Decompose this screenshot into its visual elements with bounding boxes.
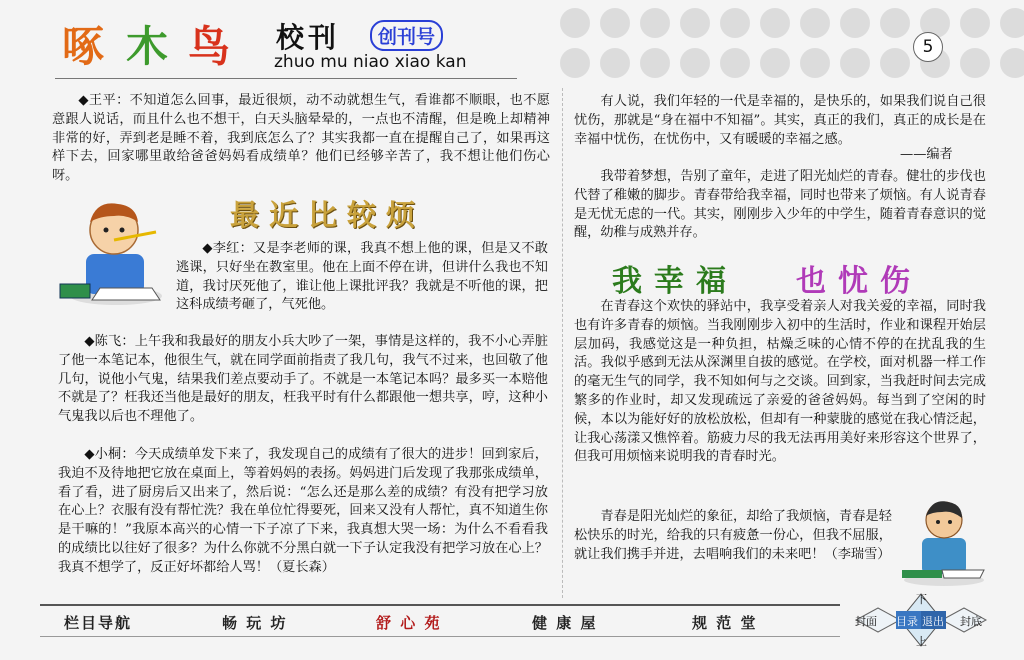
background-dot [1000,48,1024,78]
right-paragraph-3: 青春是阳光灿烂的象征，却给了我烦恼，青春是轻松快乐的时光，给我的只有疲惫一份心，但我不屈服，就让我们携手并进，去唱响我们的未来吧！（李瑞雪） [574,509,892,562]
column-divider [562,88,563,598]
background-dot [640,48,670,78]
nav-item-shuxinyuan[interactable]: 舒 心 苑 [376,614,442,632]
background-dot [880,8,910,38]
nav-column-navigation: 栏目导航 [64,614,133,632]
logo-char-2: 木 [126,22,169,71]
background-dot [840,8,870,38]
pinyin-subtitle: zhuo mu niao xiao kan [274,52,467,72]
bottom-rule-top [40,604,840,606]
logo-char-1: 啄 [62,22,105,71]
background-dot [960,8,990,38]
nav-item-jiankangwu[interactable]: 健 康 屋 [532,614,598,632]
toc-button[interactable]: 目录 [896,615,918,628]
publication-type: 校刊 [276,21,341,54]
right-paragraph-1: 我带着梦想，告别了童年，走进了阳光灿烂的青春。健壮的步伐也代替了稚嫩的脚步。青春带给我幸福，同时也带来了烦恼。有人说青春是无忧无虑的一代。其实，刚刚步入少年的中学生，随着青春意识的觉醒，幼稚与成熟并存。 [574,169,986,241]
back-cover-button[interactable]: 封底 [960,615,982,628]
background-dot [680,8,710,38]
page-number: 5 [913,32,943,62]
lihong-paragraph: ◆李红：又是李老师的课，我真不想上他的课，但是又不敢逃课，只好坐在教室里。他在上面不停在讲，但讲什么我也不知道，我讨厌死他了，谁让他上课批评我？我就是不听他的课，把这科成绩考砸了，气死他。 [176,241,548,313]
background-dot [560,48,590,78]
background-dot [640,8,670,38]
chenfei-paragraph: ◆陈飞：上午我和我最好的朋友小兵大吵了一架，事情是这样的，我不小心弄脏了他一本笔记本，他很生气，就在同学面前指责了我几句，我气不过来，也回敬了他几句，说他小气鬼，结果我们差点要动手了。不就是一本笔记本吗？最多买一本赔他不就是了？枉我还当他是最好的朋友，枉我平时有什么都跟他一想共享，哼，这种小气鬼我以后也不理他了。 [58,334,548,425]
background-dot [600,48,630,78]
next-page-button[interactable]: 下 [916,593,927,606]
wangping-paragraph: ◆王平：不知道怎么回事，最近很烦，动不动就想生气，看谁都不顺眼，也不愿意跟人说话，而且什么也不想干，白天头脑晕晕的，一点也不清醒，但是晚上却精神非常的好，弄到老是睡不着，我到底怎么了？其实我都一直在提醒自己了，如果再这样下去，回家哪里敢给爸爸妈妈看成绩单？他们已经够辛苦了，我不想让他们伤心呀。 [52,93,550,184]
first-issue-badge: 创刊号 [370,20,443,51]
background-dot [720,48,750,78]
background-dot [760,48,790,78]
background-dot [800,8,830,38]
nav-item-changwanfang[interactable]: 畅 玩 坊 [222,614,288,632]
background-dot [800,48,830,78]
background-dot [880,48,910,78]
xiaotong-paragraph: ◆小桐：今天成绩单发下来了，我发现自己的成绩有了很大的进步！回到家后，我迫不及待地把它放在桌面上，等着妈妈的表扬。妈妈进门后发现了我那张成绩单，看了看，进了厨房后又出来了，然后说：“怎么还是那么差的成绩？有没有把学习放在心上？衣服有没有帮忙洗？我在单位忙得要死，回来又没有人帮忙，真不知道生你是干嘛的！”我原本高兴的心情一下子凉了下来，我真想大哭一场：为什么不看看我的成绩比以往好了很多？为什么你就不分黑白就一下子认定我没有把学习放在心上？我真不想学了，反正好坏都给人骂！（夏长森） [58,447,548,575]
background-dot [1000,8,1024,38]
thinking-student-illustration [56,192,174,310]
background-dot [560,8,590,38]
background-dot [600,8,630,38]
logo-char-3: 鸟 [188,22,231,71]
background-dot [760,8,790,38]
section-title-recently-annoyed: 最近比较烦 [230,198,426,232]
nav-item-guifantang[interactable]: 规 范 堂 [692,614,758,632]
background-dot [960,48,990,78]
masthead-rule [55,78,517,79]
section-title-sad: 也忧伤 [796,264,922,299]
background-dot [720,8,750,38]
right-paragraph-2: 在青春这个欢快的驿站中，我享受着亲人对我关爱的幸福，同时我也有许多青春的烦恼。当我刚刚步入初中的生活时，作业和课程开始层层加码，我感觉这是一种负担，枯燥乏味的心情不停的在扰乱我的生活。我似乎感到无法从深渊里自拔的感觉。在学校，面对机器一样工作的毫无生气的同学，我不知如何与之交谈。回到家，当我赶时间去完成繁多的作业时，却又发现疏远了亲爱的爸爸妈妈。每当到了空闲的时候，本以为能好好的放松放松，但却有一种蒙胧的感觉在我心情泛起，让我心荡漾又憔悴着。筋疲力尽的我无法再用美好来形容这个世界了，但我可用烦恼来说明我的青春时光。 [574,299,986,465]
editor-note: 有人说，我们年轻的一代是幸福的，是快乐的，如果我们说自己很忧伤，那就是“身在福中不知福”。其实，真正的我们，真正的成长是在幸福中忧伤，在忧伤中，又有暖暖的幸福之感。 [574,94,986,147]
background-dot [840,48,870,78]
exit-button[interactable]: 退出 [922,615,944,628]
masthead [0,0,560,80]
pensive-reader-illustration [898,494,990,588]
background-dot [680,48,710,78]
bottom-rule-bottom [40,636,840,637]
cover-button[interactable]: 封面 [855,615,877,628]
section-title-happy: 我幸福 [612,264,738,299]
prev-page-button[interactable]: 上 [916,635,927,648]
editor-signature: ——编者 [900,147,953,162]
